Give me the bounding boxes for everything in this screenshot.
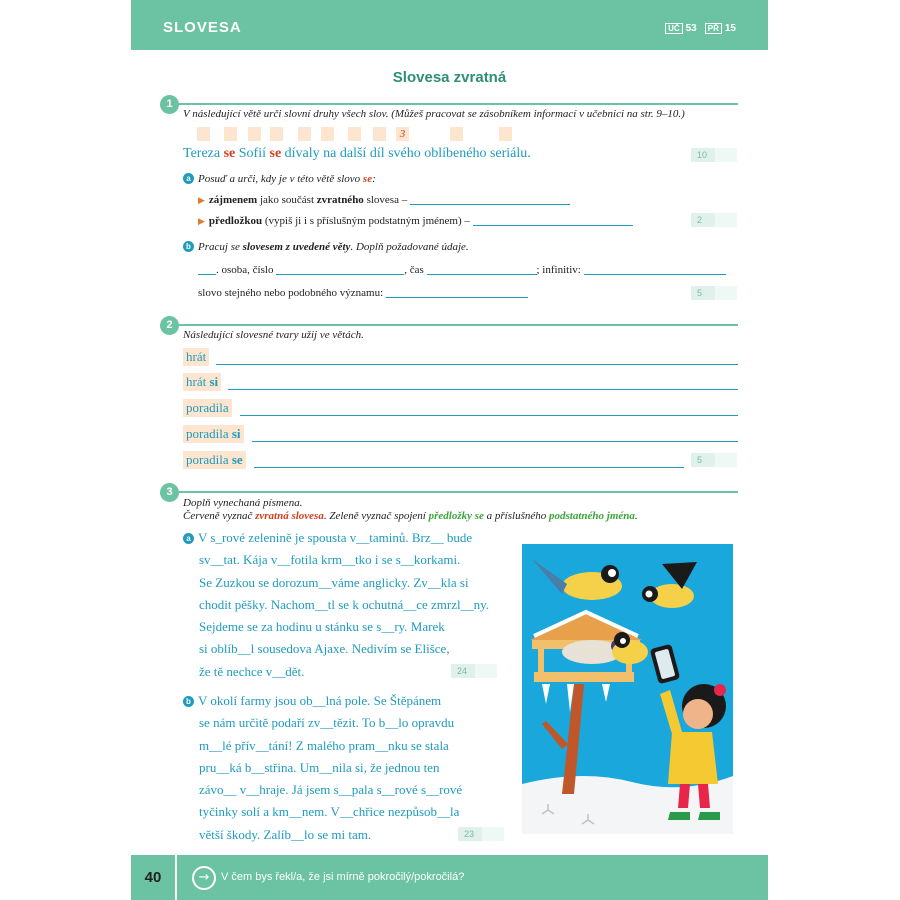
text-line: Se Zuzkou se dorozum__váme anglicky. Zv__kla si [199, 574, 469, 590]
exercise-3-instruction-2 [183, 510, 638, 522]
text-line: si oblíb__l sousedova Ajaxe. Nedivím se Elišce, [199, 641, 450, 657]
answer-line[interactable] [228, 389, 738, 390]
page-footer [131, 855, 768, 900]
line-text: V okolí farmy jsou ob__lná pole. Se Štěpánem [198, 693, 442, 708]
word-class-cell[interactable] [224, 127, 237, 141]
lesson-title: Slovesa zvratná [392, 69, 507, 86]
task-a-option-1 [198, 194, 570, 206]
text-line: že tě nechce v__dět. [199, 663, 305, 679]
row-2-label: slovo stejného nebo podobného významu: [198, 287, 384, 299]
reflection-question: V čem bys řekl/a, že jsi mírně pokročilý/pokročilá? [221, 871, 465, 883]
task-b-instruction [183, 241, 469, 253]
row-1-label-c: ; infinitiv: [536, 264, 581, 276]
sentence-part: dívaly na další díl svého oblíbeného seriálu. [281, 146, 531, 161]
triangle-bullet-icon: ▶ [198, 195, 205, 205]
option-1-bold: zájmenem [208, 194, 258, 206]
word-class-cell[interactable] [450, 127, 463, 141]
task-b-badge: b [183, 241, 194, 252]
word-class-cell-prefilled[interactable]: 3 [396, 127, 409, 141]
exercise-2-number: 2 [160, 316, 179, 335]
answer-line[interactable] [276, 264, 404, 275]
answer-line[interactable] [386, 287, 528, 298]
text-line: tyčinky solí a km__nem. V__chřice nezpůsob__la [199, 804, 460, 820]
exercise-2-rule [178, 324, 738, 326]
instr-green-highlight: předložky se [428, 510, 484, 522]
exercise-book-ref-page: 15 [724, 23, 736, 34]
word-class-cell[interactable] [499, 127, 512, 141]
option-2-text: (vypiš ji i s příslušným podstatným jménem) – [262, 215, 470, 227]
sentence-highlight-se: se [269, 146, 282, 161]
exercise-book-ref [705, 23, 736, 34]
score-value: 5 [697, 455, 703, 465]
text-line [183, 690, 462, 712]
answer-line[interactable] [427, 264, 537, 275]
instr-text: . Zeleně vyznač spojení [323, 510, 429, 522]
answer-line[interactable] [216, 364, 738, 365]
task-a-word: se [362, 173, 373, 185]
verb-form [183, 451, 246, 469]
triangle-bullet-icon: ▶ [198, 216, 205, 226]
task-a-instruction [183, 173, 376, 185]
score-box [451, 664, 497, 678]
score-value: 23 [464, 829, 475, 839]
word-class-cell[interactable] [298, 127, 311, 141]
score-value: 5 [697, 288, 703, 298]
word-class-cell[interactable] [373, 127, 386, 141]
word-class-cell[interactable] [248, 127, 261, 141]
sentence-highlight-se: se [223, 146, 236, 161]
option-1-text: jako součást [257, 194, 317, 206]
birds-feeder-illustration [522, 544, 733, 834]
task-3a-badge: a [183, 533, 194, 544]
word-class-cell[interactable] [348, 127, 361, 141]
task-a-badge: a [183, 173, 194, 184]
text-line: chodit pěšky. Nachom__tl se k ochutná__ce zmrzl__ny. [199, 596, 490, 612]
line-text: V s_rové zelenině je spousta v__taminů. Brz__ bude [198, 530, 473, 545]
score-value: 24 [457, 666, 468, 676]
verb-reflexive: si [231, 426, 241, 441]
exercise-3a-text [183, 527, 489, 683]
task-b-text-end: . Doplň požadované údaje. [350, 241, 469, 253]
textbook-ref-page: 53 [685, 23, 697, 34]
score-box [691, 148, 737, 162]
option-1-bold-2: zvratného [316, 194, 364, 206]
task-3b-badge: b [183, 696, 194, 707]
text-line: závo__ v__hraje. Já jsem s__pala s__rové s__rové [199, 782, 463, 798]
row-1-label-a: . osoba, číslo [216, 264, 274, 276]
task-b-text: Pracuj se [198, 241, 243, 253]
score-value: 10 [697, 150, 708, 160]
verb-base: hrát [186, 349, 207, 364]
task-b-row-2 [198, 287, 528, 299]
task-a-text: Posuď a urči, kdy je v této větě slovo [198, 173, 363, 185]
exercise-3-instruction-1: Doplň vynechaná písmena. [183, 497, 303, 509]
score-box [691, 213, 737, 227]
text-line: větší škody. Zalíb__lo se mi tam. [199, 826, 372, 842]
task-b-bold: slovesem z uvedené věty [242, 241, 351, 253]
exercise-1-instruction: V následující větě urči slovní druhy všech slov. (Můžeš pracovat se zásobníkem informací v učebnici na str. 9–10.) [183, 108, 685, 120]
exercise-3-rule [178, 491, 738, 493]
exercise-1-sentence [183, 146, 531, 162]
exercise-3-number: 3 [160, 483, 179, 502]
option-1-end: slovesa – [363, 194, 408, 206]
task-a-option-2 [198, 215, 633, 227]
row-1-label-b: , čas [404, 264, 424, 276]
footer-divider [175, 855, 177, 900]
verb-reflexive: se [231, 452, 243, 467]
instr-text: . [634, 510, 638, 522]
instr-text: a příslušného [483, 510, 549, 522]
text-line: pru__ká b__střina. Um__nila si, že jednou ten [199, 759, 440, 775]
word-class-cells [197, 127, 517, 141]
verb-base: poradila [186, 452, 232, 467]
verb-form [183, 348, 209, 366]
answer-line[interactable] [254, 467, 684, 468]
task-a-text-end: : [372, 173, 376, 185]
word-class-cell[interactable] [321, 127, 334, 141]
instr-red-highlight: zvratná slovesa [255, 510, 324, 522]
instr-text: Červeně vyznač [183, 510, 256, 522]
score-box [458, 827, 504, 841]
verb-base: hrát [186, 374, 210, 389]
page-references [665, 23, 736, 34]
text-line: m__lé přív__tání! Z malého pram__nku se stala [199, 737, 449, 753]
textbook-ref [665, 23, 697, 34]
text-line: se nám určitě podaří zv__tězit. To b__lo opravdu [199, 715, 455, 731]
exercise-1-rule [178, 103, 738, 105]
exercise-3b-text [183, 690, 462, 846]
answer-line[interactable] [198, 264, 216, 275]
page-number: 40 [144, 869, 162, 886]
verb-form [183, 425, 244, 443]
option-2-bold: předložkou [208, 215, 263, 227]
arrow-right-icon: → [192, 866, 216, 890]
verb-base: poradila [186, 400, 229, 415]
instr-green-highlight: podstatného jména [549, 510, 635, 522]
score-box [691, 286, 737, 300]
task-b-row-1 [198, 264, 726, 276]
answer-line[interactable] [252, 441, 738, 442]
page-header [131, 0, 768, 50]
sentence-part: Tereza [183, 146, 224, 161]
answer-line[interactable] [584, 264, 726, 275]
score-box [691, 453, 737, 467]
text-line: Sejdeme se za hodinu u stánku se s__ry. Marek [199, 619, 445, 635]
word-class-cell[interactable] [197, 127, 210, 141]
exercise-book-ref-label: PŘ [705, 23, 722, 34]
text-line: sv__tat. Kája v__fotila krm__tko i se s__korkami. [199, 552, 461, 568]
verb-form [183, 399, 232, 417]
verb-base: poradila [186, 426, 232, 441]
exercise-2-instruction: Následující slovesné tvary užij ve větách. [183, 329, 364, 341]
sentence-part: Sofií [235, 146, 270, 161]
chapter-title: SLOVESA [163, 19, 242, 36]
answer-line[interactable] [240, 415, 738, 416]
text-line [183, 527, 489, 549]
verb-form [183, 373, 221, 391]
textbook-ref-label: UČ [665, 23, 683, 34]
exercise-1-number: 1 [160, 95, 179, 114]
word-class-cell[interactable] [270, 127, 283, 141]
answer-line[interactable] [473, 215, 633, 226]
answer-line[interactable] [410, 194, 570, 205]
verb-reflexive: si [209, 374, 219, 389]
score-value: 2 [697, 215, 703, 225]
